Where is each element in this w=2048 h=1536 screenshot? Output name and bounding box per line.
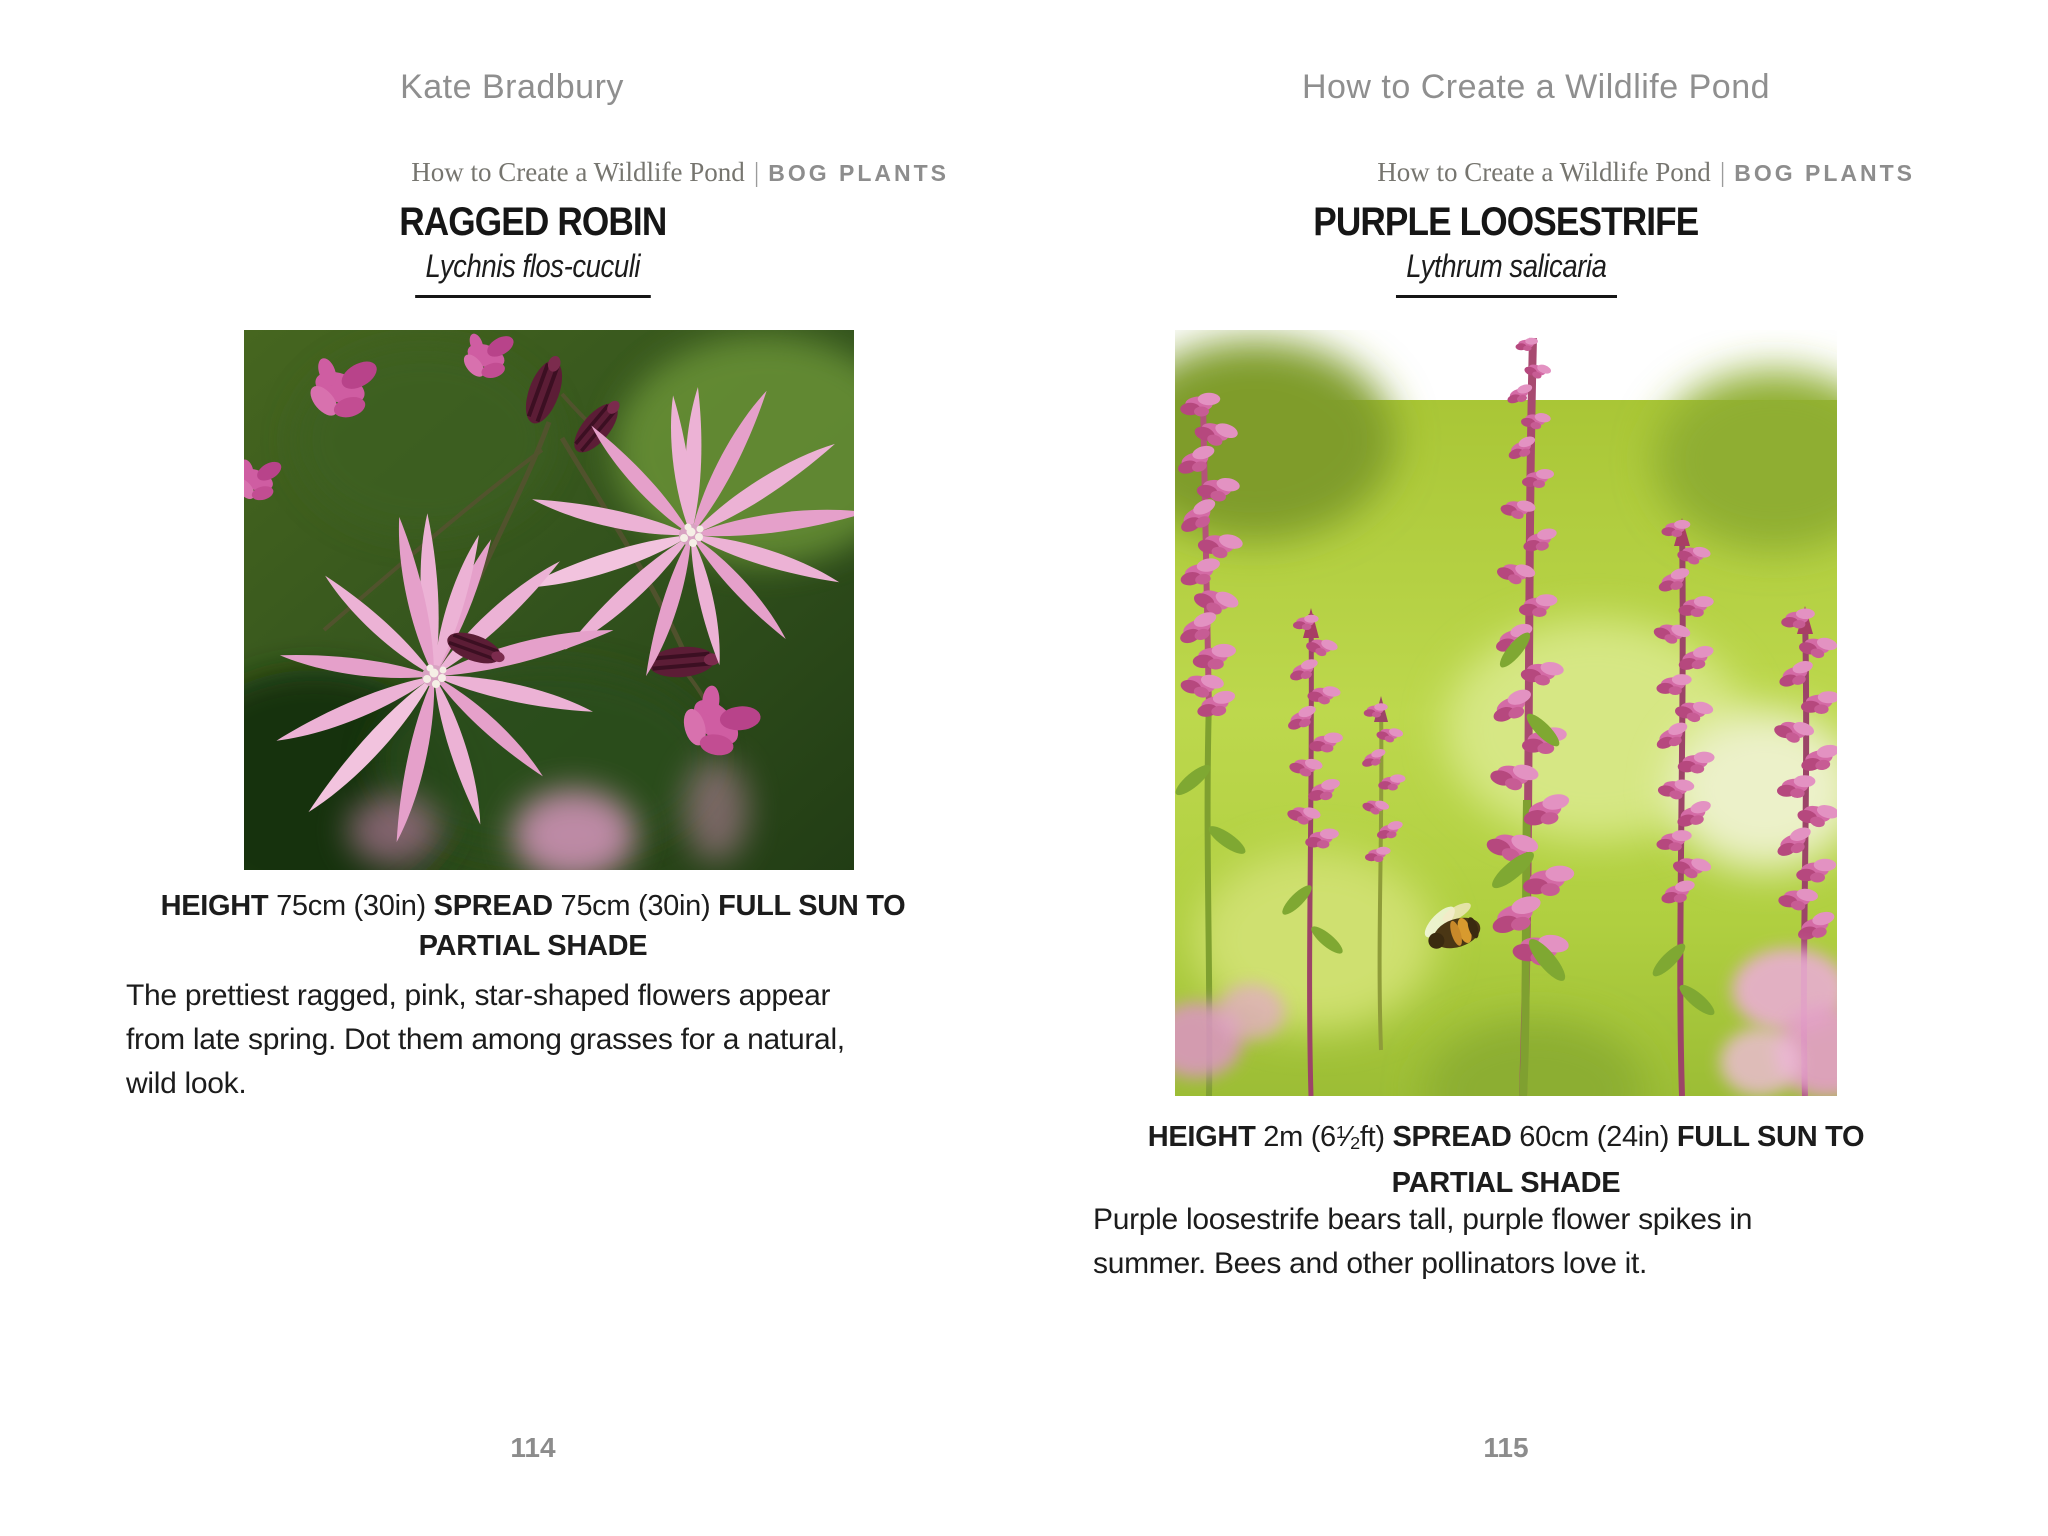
- breadcrumb-section: BOG PLANTS: [1734, 160, 1915, 186]
- plant-description: [126, 974, 940, 1106]
- latin-name: Lychnis flos-cuculi: [126, 248, 940, 298]
- description-line: wild look.: [126, 1067, 247, 1100]
- breadcrumb: [1377, 157, 1915, 188]
- description-line: summer. Bees and other pollinators love it.: [1093, 1247, 1648, 1280]
- breadcrumb-book-title: How to Create a Wildlife Pond: [411, 157, 745, 187]
- description-line: The prettiest ragged, pink, star-shaped flowers appear: [126, 979, 831, 1012]
- page-number: 114: [510, 1432, 556, 1463]
- description-line: Purple loosestrife bears tall, purple flower spikes in: [1093, 1203, 1753, 1236]
- description-line: from late spring. Dot them among grasses for a natural,: [126, 1023, 845, 1056]
- page-number: 115: [1483, 1432, 1529, 1463]
- running-head: How to Create a Wildlife Pond: [1301, 68, 1771, 106]
- plant-description: [1093, 1198, 1919, 1286]
- purple-loosestrife-photo: [1175, 330, 1837, 1096]
- breadcrumb-separator: |: [753, 157, 760, 187]
- breadcrumb-section: BOG PLANTS: [768, 160, 949, 186]
- latin-name: Lythrum salicaria: [1093, 248, 1919, 298]
- running-head: Kate Bradbury: [400, 68, 624, 106]
- plant-caption: HEIGHT 75cm (30in) SPREAD 75cm (30in) FULL SUN TO PARTIAL SHADE: [160, 890, 906, 962]
- plant-caption: HEIGHT 2m $(6^1⁄_2ft)$ SPREAD 60cm (24in) FULL SUN TO PARTIAL SHADE: [1147, 1121, 1865, 1200]
- breadcrumb: [411, 157, 949, 188]
- breadcrumb-book-title: How to Create a Wildlife Pond: [1377, 157, 1711, 187]
- plant-title: PURPLE LOOSESTRIFE: [1313, 200, 1699, 244]
- breadcrumb-separator: |: [1719, 157, 1726, 187]
- plant-title: RAGGED ROBIN: [399, 200, 667, 244]
- ragged-robin-photo: [244, 330, 854, 870]
- page-right: [1024, 0, 2048, 1536]
